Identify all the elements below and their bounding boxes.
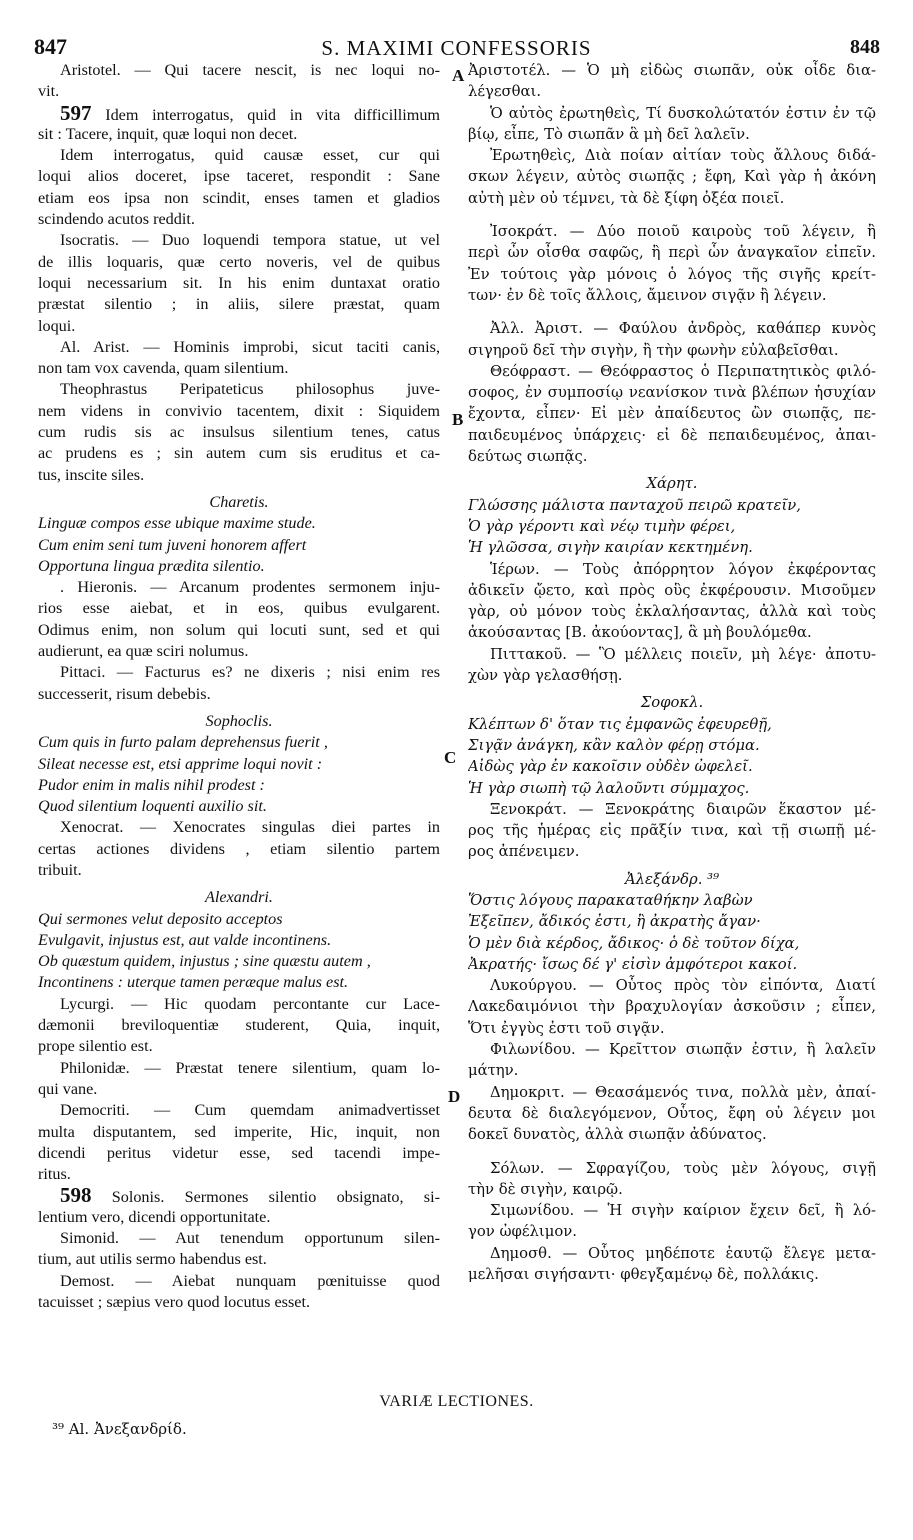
latin-text-line: loqui. <box>38 316 76 335</box>
greek-text-line: Θεόφραστ. — Θεόφραστος ὁ Περιπατητικὸς φιλό- <box>490 362 876 380</box>
latin-text-line: etiam eos ipsa non scindit, enses tamen et gladios <box>38 188 440 207</box>
latin-text-line: qui vane. <box>38 1079 98 1098</box>
margin-letter-c: C <box>444 748 457 767</box>
latin-text-line: Charetis. <box>209 492 269 511</box>
latin-text-line: tacuisset ; sæpius vero quod locutus esset. <box>38 1292 311 1311</box>
greek-text-line: των· ἐν δὲ τοῖς ἄλλοις, ἄμεινον σιγᾷν ἢ λέγειν. <box>468 286 827 304</box>
greek-text-line: ἀκούσαντας [B. ἀκούοντας], ἃ μὴ βουλόμεθα. <box>468 624 812 642</box>
greek-text-line: Δημοκριτ. — Θεασάμενός τινα, πολλὰ μὲν, ἀπαί- <box>490 1083 876 1101</box>
latin-text-line: Isocratis. — Duo loquendi tempora statue, ut vel <box>60 231 440 250</box>
latin-text-line: 598 Solonis. Sermones silentio obsignato, si- <box>60 1185 440 1207</box>
greek-text-line: Ἀκρατής· ἴσως δέ γ' εἰσὶν ἀμφότεροι κακοί. <box>468 955 798 973</box>
latin-text-line: Aristotel. — Qui tacere nescit, is nec loqui no- <box>60 61 440 79</box>
greek-text-line: μελῆσαι σιγήσαντι· φθεγξαμένῳ δὲ, πολλάκις. <box>468 1266 819 1284</box>
latin-text-line: Opportuna lingua prædita silentio. <box>38 556 265 575</box>
greek-text-line: Ἀριστοτέλ. — Ὁ μὴ εἰδὼς σιωπᾶν, οὐκ οἶδε δια- <box>468 62 876 79</box>
latin-text-line: 597 Idem interrogatus, quid in vita difficillimum <box>60 102 440 124</box>
latin-text-line: Cum enim seni tum juveni honorem affert <box>38 535 307 554</box>
greek-text-line: γὰρ, οὐ μόνον τοὺς ἐκλαλήσαντας, ἀλλὰ καὶ τοὺς <box>468 603 876 621</box>
right-page-number: 848 <box>850 36 880 58</box>
running-title: S. MAXIMI CONFESSORIS <box>321 36 592 60</box>
greek-text-line: περὶ ὧν οἶσθα σαφῶς, ἢ περὶ ὧν ἀναγκαῖον εἰπεῖν. <box>468 244 876 262</box>
latin-text-line: Alexandri. <box>205 888 273 907</box>
greek-text-line: Κλέπτων δ' ὅταν τις ἐμφανῶς ἐφευρεθῇ, <box>468 715 772 733</box>
latin-text-line: prope silentio est. <box>38 1037 153 1056</box>
greek-text-line: Ἐρωτηθεὶς, Διὰ ποίαν αἰτίαν τοὺς ἄλλους διδά- <box>490 147 876 165</box>
greek-text-line: δοκεῖ δυνατὸς, ἀλλὰ σιωπᾷν ἀδύνατος. <box>468 1126 767 1144</box>
greek-text-line: Ὅτι ἐγγὺς ἐστι τοῦ σιγᾷν. <box>468 1019 665 1037</box>
greek-text-line: Χάρητ. <box>646 475 698 493</box>
greek-text-line: Σόλων. — Σφραγίζου, τοὺς μὲν λόγους, σιγῇ <box>490 1159 876 1177</box>
greek-text-line: δευτα δὲ διαλεγόμενον, Οὗτος, ἔφη οὐ λέγειν μοι <box>468 1104 876 1122</box>
greek-text-line: Ἐξεῖπεν, ἄδικός ἐστι, ἢ ἀκρατὴς ἄγαν· <box>468 913 761 931</box>
greek-text-line: σοφος, ἐν συμποσίῳ νεανίσκον τινὰ βλέπων ἡσυχίαν <box>468 384 876 402</box>
latin-text-line: Theophrastus Peripateticus philosophus juve- <box>60 380 440 399</box>
greek-text-line: δεύτως σιωπᾷς. <box>468 448 588 466</box>
latin-text-line: loqui necessarium sit. In his enim duntaxat oratio <box>38 273 440 292</box>
greek-text-line: Γλώσσης μάλιστα πανταχοῦ πειρῶ κρατεῖν, <box>468 496 801 514</box>
greek-text-line: Ἡ γὰρ σιωπὴ τῷ λαλοῦντι σύμμαχος. <box>468 779 750 797</box>
latin-text-line: Xenocrat. — Xenocrates singulas diei partes in <box>60 818 440 837</box>
greek-text-line: Λακεδαιμόνιοι τὴν βραχυλογίαν ἀσκοῦσιν ; εἶπεν, <box>468 998 876 1016</box>
greek-text-line: Ξενοκράτ. — Ξενοκράτης διαιρῶν ἕκαστον μέ- <box>490 800 876 818</box>
latin-text-line: vit. <box>38 82 60 101</box>
latin-text-line: Pudor enim in malis nihil prodest : <box>38 775 265 794</box>
greek-text-line: λέγεσθαι. <box>468 83 542 101</box>
latin-text-line: Democriti. — Cum quemdam animadvertisset <box>60 1101 440 1120</box>
margin-letter-b: B <box>452 410 464 429</box>
greek-text-line: Σιμωνίδου. — Ἡ σιγὴν καίριον ἔχειν δεῖ, ἢ λό- <box>490 1202 876 1220</box>
latin-text-line: . Hieronis. — Arcanum prodentes sermonem inju- <box>60 578 440 597</box>
latin-text-line: Lycurgi. — Hic quodam percontante cur Lace- <box>60 994 440 1013</box>
greek-text-line: χὼν γὰρ γελασθήσῃ. <box>468 667 623 685</box>
greek-text-line: ρος τῆς ἡμέρας εἰς πρᾶξίν τινα, καὶ τῇ σιωπῇ μέ- <box>468 822 876 840</box>
greek-text-line: ἀδικεῖν ᾤετο, καὶ πρὸς οὓς ἐκφέρουσιν. Μισοῦμεν <box>468 581 876 599</box>
latin-column <box>38 60 440 1313</box>
latin-text-line: multa disputantem, sed imperite, Hic, inquit, non <box>38 1122 440 1141</box>
latin-text-line: præstat silentio ; in aliis, silere præstat, quam <box>38 295 440 314</box>
latin-text-line: Linguæ compos esse ubique maxime stude. <box>38 514 316 533</box>
latin-text-line: rios esse aiebat, et in eos, quibus evulgarent. <box>38 599 440 618</box>
latin-text-line: Cum quis in furto palam deprehensus fuerit , <box>38 733 328 752</box>
footnote: ³⁹ Al. Ἀνεξανδρίδ. <box>52 1420 187 1438</box>
latin-text-line: scindendo acutos reddit. <box>38 210 195 229</box>
latin-text-line: lentium vero, dicendi opportunitate. <box>38 1207 271 1226</box>
latin-text-line: non tam vox cavenda, quam silentium. <box>38 359 289 378</box>
column-number: 597 <box>60 102 92 124</box>
latin-text-line: Sileat necesse est, etsi apprime loqui novit : <box>38 754 323 773</box>
greek-text-line: παιδευμένος ὑπάρχεις· εἰ δὲ πεπαιδευμένος, ἀπαι- <box>468 426 876 444</box>
left-page-number: 847 <box>34 34 67 59</box>
latin-text-line: dæmonii breviloquentiæ studerent, Quia, inquit, <box>38 1016 440 1035</box>
greek-text-line: Ὁ γὰρ γέροντι καὶ νέῳ τιμὴν φέρει, <box>468 517 736 535</box>
latin-text-line: Evulgavit, injustus est, aut valde incontinens. <box>38 930 332 949</box>
greek-text-line: σκων λέγειν, αὐτὸς σιωπᾷς ; ἔφη, Καὶ γὰρ ἡ ἀκόνη <box>468 168 876 186</box>
greek-text-spacer <box>468 1146 876 1158</box>
greek-text-line: σιγηροῦ δεῖ τὴν σιγὴν, ἢ τὴν φωνὴν εὐλαβεῖσθαι. <box>468 341 839 359</box>
latin-text-line: sit : Tacere, inquit, quæ loqui non decet. <box>38 124 298 143</box>
latin-text-line: Al. Arist. — Hominis improbi, sicut taciti canis, <box>60 337 440 356</box>
greek-text-line: Ὁ αὐτὸς ἐρωτηθεὶς, Τί δυσκολώτατόν ἐστιν ἐν τῷ <box>490 104 876 122</box>
latin-text-line: Incontinens : uterque tamen peræque malus est. <box>38 973 349 992</box>
greek-text-line: αὐτὴ μὲν οὐ τέμνει, τὰ δὲ ξίφη ὀξέα ποιεῖ. <box>468 189 785 207</box>
greek-text-line: Ἰσοκράτ. — Δύο ποιοῦ καιροὺς τοῦ λέγειν, ἢ <box>490 223 876 241</box>
latin-text-line: certas actiones dividens , etiam silentio partem <box>38 839 440 858</box>
margin-letter-a: A <box>452 66 465 85</box>
greek-text-spacer <box>468 209 876 221</box>
greek-text-line: Ἀλεξάνδρ. ³⁹ <box>624 870 720 888</box>
greek-text-line: Φιλωνίδου. — Κρεῖττον σιωπᾷν ἐστιν, ἢ λαλεῖν <box>490 1041 876 1059</box>
column-number: 598 <box>60 1185 92 1207</box>
greek-text-line: Ἡ γλῶσσα, σιγὴν καιρίαν κεκτημένη. <box>468 539 753 557</box>
greek-text-spacer <box>468 306 876 318</box>
latin-text-line: Pittaci. — Facturus es? ne dixeris ; nisi enim res <box>60 663 440 682</box>
greek-text-line: Ἐν τούτοις γὰρ μόνοις ὁ λόγος τῆς σιγῆς κρείτ- <box>468 265 876 283</box>
variae-lectiones-heading: VARIÆ LECTIONES. <box>379 1393 534 1410</box>
latin-text-line: Demost. — Aiebat nunquam pœnituisse quod <box>60 1271 440 1290</box>
latin-text-line: audierunt, ea quæ sciri nolumus. <box>38 642 249 661</box>
latin-text-line: cum rudis sis ac insulsus silentium tenes, catus <box>38 423 440 442</box>
greek-text-line: τὴν δὲ σιγὴν, καιρῷ. <box>468 1180 623 1198</box>
greek-text-line: Σιγᾷν ἀνάγκη, κἂν καλὸν φέρῃ στόμα. <box>468 736 760 754</box>
latin-text-line: ritus. <box>38 1165 71 1184</box>
greek-text-line: Ἱέρων. — Τοὺς ἀπόρρητον λόγον ἐκφέροντας <box>490 560 876 578</box>
greek-text-line: Σοφοκλ. <box>640 694 704 712</box>
latin-text-line: loqui alios doceret, ipse taceret, respondit : Sane <box>38 167 440 186</box>
latin-text-line: successerit, risum debebis. <box>38 684 211 703</box>
latin-text-line: tribuit. <box>38 860 82 879</box>
latin-text-line: dicendi peritus videtur esse, sed tacendi impe- <box>38 1143 440 1162</box>
latin-text-line: tus, inscite siles. <box>38 465 145 484</box>
latin-text-line: tium, aut utilis sermo habendus est. <box>38 1250 267 1269</box>
page-header <box>0 30 913 60</box>
greek-text-line: Ὁ μὲν διὰ κέρδος, ἄδικος· ὁ δὲ τοῦτον δίχα, <box>468 934 800 952</box>
latin-text-line: Philonidæ. — Præstat tenere silentium, quam lo- <box>60 1058 440 1077</box>
latin-text-line: nem videns in convivio tacentem, dixit : Siquidem <box>38 401 440 420</box>
greek-text-line: Ἀλλ. Ἀριστ. — Φαύλου ἀνδρὸς, καθάπερ κυνὸς <box>490 320 876 338</box>
latin-text-line: Odimus enim, non solum qui locuti sunt, sed et qui <box>38 620 440 639</box>
greek-text-line: Ὅστις λόγους παρακαταθήκην λαβὼν <box>468 891 753 909</box>
latin-text-line: Qui sermones velut deposito acceptos <box>38 909 283 928</box>
greek-text-line: Δημοσθ. — Οὗτος μηδέποτε ἑαυτῷ ἔλεγε μετα- <box>490 1244 876 1262</box>
latin-text-line: Simonid. — Aut tenendum opportunum silen- <box>60 1229 440 1248</box>
latin-text-line: Ob quæstum quidem, injustus ; sine quæstu autem , <box>38 952 371 971</box>
greek-text-line: μάτην. <box>468 1062 519 1080</box>
latin-text-line: Quod silentium loquenti auxilio sit. <box>38 797 267 816</box>
greek-text-line: ἔχοντα, εἶπεν· Εἰ μὲν ἀπαίδευτος ὢν σιωπᾷς, πε- <box>468 405 876 423</box>
latin-text-line: de illis loquaris, quæ certo noveris, vel de quibus <box>38 252 440 271</box>
margin-letter-d: D <box>448 1087 461 1106</box>
greek-text-line: ρος ἀπένειμεν. <box>468 843 580 861</box>
greek-text-line: γον ὠφέλιμον. <box>468 1223 577 1241</box>
greek-text-line: Λυκούργου. — Οὗτος πρὸς τὸν εἰπόντα, Διατί <box>490 977 876 995</box>
greek-text-line: βίῳ, εἶπε, Τὸ σιωπᾶν ἃ μὴ δεῖ λαλεῖν. <box>468 125 750 143</box>
latin-text-line: Sophoclis. <box>205 711 273 730</box>
latin-text-line: ac prudens es ; sin autem cum sis eruditus et ca- <box>38 444 440 463</box>
latin-text-line: Idem interrogatus, quid causæ esset, cur qui <box>60 146 440 165</box>
greek-text-line: Αἰδὼς γὰρ ἐν κακοῖσιν οὐδὲν ὠφελεῖ. <box>468 758 753 776</box>
greek-text-line: Πιττακοῦ. — Ὃ μέλλεις ποιεῖν, μὴ λέγε· ἀποτυ- <box>490 645 876 663</box>
greek-column <box>468 60 876 1285</box>
